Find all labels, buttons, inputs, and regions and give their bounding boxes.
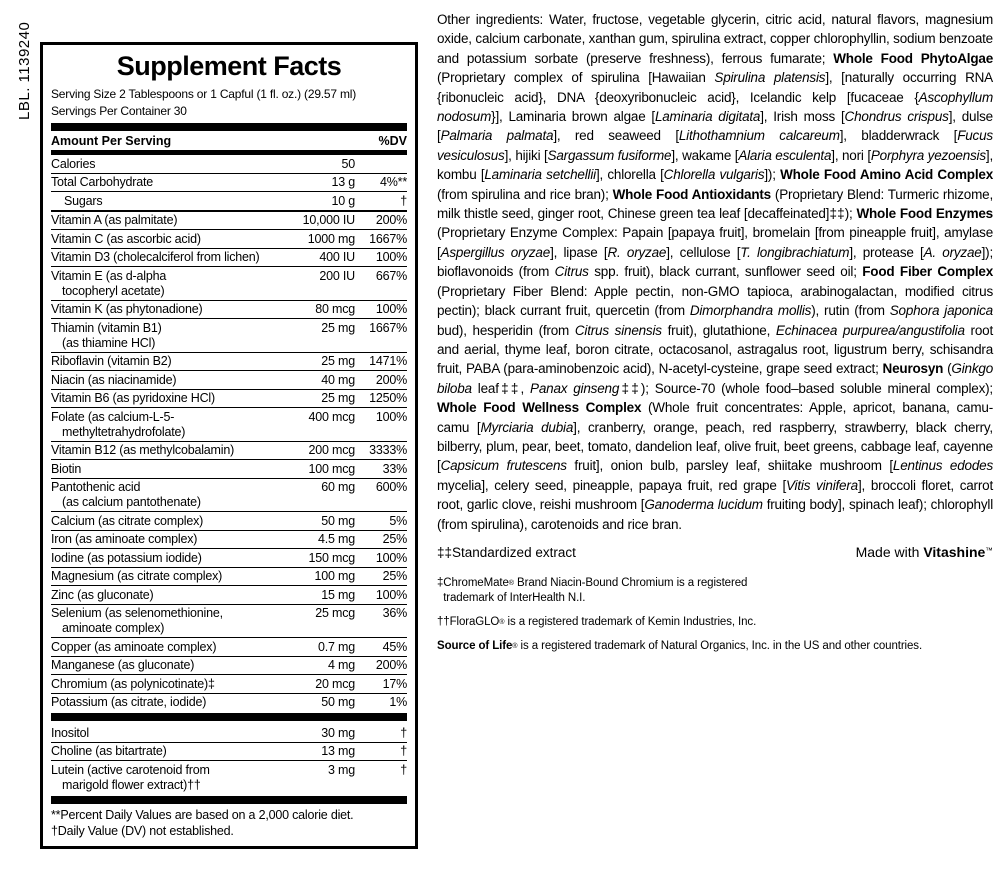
nutrient-dv: 200% [375,372,407,387]
nutrient-name: Riboflavin (vitamin B2) [51,354,172,368]
table-row [51,742,407,761]
nutrient-dv: 25% [382,569,407,583]
nutrient-name: Calcium (as citrate complex) [51,513,204,528]
nutrient-dv: 100% [375,250,407,264]
nutrient-dv: 200% [375,213,407,227]
nutrient-amount: 10 g [331,193,355,208]
table-row [51,352,407,371]
table-header [51,131,407,150]
table-row [51,637,407,656]
nutrient-amount: 3 mg [328,762,355,777]
nutrient-amount: 0.7 mg [317,639,355,654]
divider-bar [51,713,407,721]
nutrient-dv: † [400,725,407,740]
standardized-extract-note: ‡‡Standardized extract [437,544,576,560]
nutrient-name: Iron (as aminoate complex) [51,532,198,546]
nutrient-dv: 100% [375,302,407,316]
nutrient-table [51,155,407,794]
table-row [51,693,407,712]
nutrient-name: Copper (as aminoate complex) [51,639,217,654]
nutrient-amount: 150 mcg [308,550,355,565]
nutrient-amount: 1000 mg [307,231,355,246]
trademark-source-of-life: Source of Life® is a registered trademark of Natural Organics, Inc. in the US and other countries. [437,640,923,653]
nutrient-name: Calories [51,156,96,171]
nutrient-name: Vitamin B6 (as pyridoxine HCl) [51,391,215,405]
nutrient-name: Choline (as bitartrate) [51,744,167,758]
nutrient-name: Vitamin B12 (as methylcobalamin) [51,443,235,457]
nutrient-amount: 400 mcg [308,409,355,424]
nutrient-amount: 25 mg [321,391,355,405]
other-ingredients-paragraph: Other ingredients: Water, fructose, vegetable glycerin, citric acid, natural flavors, magnesium oxide, calcium carbonate, xanthan gum, spirulina extract, copper chlorophyllin, sodium benzoate and potassium sorbate (preserve freshness), ferrous fumarate; Whole Food PhytoAlgae (Proprietary complex of spirulina [Hawaiian Spirulina platensis], [naturally occurring RNA {ribonucleic acid}, DNA {deoxyribonucleic acid}, Icelandic kelp [fucaceae {Ascophyllum nodosum}], Laminaria brown algae [Laminaria digitata], Irish moss [Chondrus crispus], dulse [Palmaria palmata], red seaweed [Lithothamnium calcareum], bladderwrack [Fucus vesiculosus], hijiki [Sargassum fusiforme], wakame [Alaria esculenta], nori [Porphyra yezoensis], kombu [Laminaria setchellii], chlorella [Chlorella vulgaris]); Whole Food Amino Acid Complex (from spirulina and rice bran); Whole Food Antioxidants (Proprietary Blend: Turmeric rhizome, milk thistle seed, ginger root, Chinese green tea leaf [decaffeinated]‡‡); Whole Food Enzymes (Proprietary Enzyme Complex: Papain [papaya fruit], bromelain [from pineapple fruit], amylase [Aspergillus oryzae], lipase [R. oryzae], cellulose [T. longibrachiatum], protease [A. oryzae]); bioflavonoids (from Citrus spp. fruit), black currant, sunflower seed oil; Food Fiber Complex (Proprietary Fiber Blend: Apple pectin, non-GMO tapioca, arabinogalactan, modified citrus pectin); black currant fruit, quercetin (from Dimorphandra mollis), rutin (from Sophora japonica bud), hesperidin (from Citrus sinensis fruit), glutathione, Echinacea purpurea/angustifolia root and aerial, thyme leaf, boron citrate, octacosanol, astragalus root, ligustrum berry, schisandra fruit, PABA (para-aminobenzoic acid), N-acetyl-cysteine, grape seed extract; Neurosyn (Ginkgo biloba leaf‡‡, Panax ginseng‡‡); Source-70 (whole food–based soluble mineral complex); Whole Food Wellness Complex (Whole fruit concentrates: Apple, apricot, banana, camu-camu [Myrciaria dubia], cranberry, orange, peach, red raspberry, strawberry, black cherry, bilberry, plum, pear, beet, tomato, dandelion leaf, olive fruit, beet greens, cabbage leaf, cayenne [Capsicum frutescens fruit], onion bulb, parsley leaf, shiitake mushroom [Lentinus edodes mycelia], celery seed, pineapple, papaya fruit, red grape [Vitis vinifera], broccoli floret, carrot root, garlic clove, reishi mushroom [Ganoderma lucidum fruiting body], spinach leaf); chlorophyll (from spirulina), carotenoids and rice bran. [437,12,994,532]
table-row [51,441,407,460]
dv-header: %DV [378,134,407,148]
footnote-percent-dv: **Percent Daily Values are based on a 2,000 calorie diet. [51,807,354,822]
made-with-vitashine: Made with Vitashine™ [855,543,993,560]
nutrient-name: Vitamin D3 (cholecalciferol from lichen) [51,250,260,264]
table-row [51,318,407,352]
table-row [51,656,407,675]
table-row [51,389,407,408]
nutrient-dv: 45% [382,639,407,654]
table-row [51,604,407,638]
nutrient-amount: 13 mg [321,744,355,758]
table-row [51,478,407,512]
table-row [51,724,407,742]
nutrient-name: Zinc (as gluconate) [51,587,154,602]
nutrient-dv: 1% [389,695,407,709]
nutrient-name: Potassium (as citrate, iodide) [51,695,207,709]
table-row [51,266,407,300]
table-row [51,567,407,586]
nutrient-name: Biotin [51,461,82,476]
nutrient-amount: 50 mg [321,513,355,528]
nutrient-amount: 20 mcg [315,676,355,691]
nutrient-amount: 80 mcg [315,302,355,316]
nutrient-dv: 100% [375,587,407,602]
nutrient-name: Inositol [51,725,90,740]
amount-per-serving-header: Amount Per Serving [51,134,172,148]
nutrient-dv: † [400,762,407,777]
nutrient-dv: 5% [389,513,407,528]
nutrient-amount: 100 mg [314,569,355,583]
nutrient-dv: 33% [382,461,407,476]
nutrient-dv: 25% [382,532,407,546]
nutrient-name: Vitamin K (as phytonadione) [51,302,203,316]
nutrient-name: Total Carbohydrate [51,175,154,189]
label-id: LBL. 1139240 [16,21,33,120]
nutrient-amount: 25 mcg [315,606,355,620]
table-row [51,300,407,319]
nutrient-dv: 17% [382,676,407,691]
panel-title: Supplement Facts [116,51,342,81]
table-row [51,248,407,267]
nutrient-name: Sugars [64,193,103,208]
nutrient-dv: 100% [375,409,407,424]
nutrient-amount: 25 mg [321,320,355,335]
nutrient-dv: 1667% [369,231,407,246]
nutrient-name: Manganese (as gluconate) [51,658,195,672]
nutrient-name: Vitamin C (as ascorbic acid) [51,231,201,246]
nutrient-name: Selenium (as selenomethionine, aminoate complex) [51,606,223,635]
nutrient-amount: 15 mg [321,587,355,602]
nutrient-dv: 3333% [369,443,407,457]
nutrient-amount: 50 mg [321,695,355,709]
nutrient-name: Chromium (as polynicotinate)‡ [51,676,215,691]
table-row [51,173,407,192]
nutrient-name: Niacin (as niacinamide) [51,372,177,387]
nutrient-name: Vitamin A (as palmitate) [51,213,178,227]
nutrient-dv: 1250% [369,391,407,405]
nutrient-name: Iodine (as potassium iodide) [51,550,202,565]
table-row [51,530,407,549]
nutrient-dv: 1667% [369,320,407,335]
nutrient-dv: 200% [375,658,407,672]
nutrient-amount: 50 [341,156,355,171]
nutrient-dv: 4%** [380,175,407,189]
table-row [51,585,407,604]
nutrient-amount: 4 mg [328,658,355,672]
nutrient-amount: 10,000 IU [302,213,355,227]
nutrient-amount: 13 g [331,175,355,189]
trademark-floraglo: ††FloraGLO® is a registered trademark of Kemin Industries, Inc. [437,616,757,629]
divider-bar [51,123,407,131]
table-row [51,155,407,173]
other-ingredients-column [437,10,993,663]
table-row [51,548,407,567]
nutrient-name: Pantothenic acid (as calcium pantothenate) [51,480,201,509]
nutrient-dv: 36% [382,606,407,620]
standardized-row [437,544,993,560]
trademark-chromemate: ‡ChromeMate® Brand Niacin-Bound Chromium is a registered trademark of InterHealth N.I. [437,577,748,605]
supplement-facts-panel [40,42,418,849]
nutrient-name: Vitamin E (as d-alpha tocopheryl acetate) [51,268,167,298]
nutrient-amount: 400 IU [319,250,355,264]
nutrient-amount: 60 mg [321,480,355,494]
table-row [51,210,407,230]
servings-per-container: Servings Per Container 30 [51,103,187,118]
nutrient-amount: 100 mcg [308,461,355,476]
table-row [51,191,407,210]
nutrient-amount: 200 mcg [308,443,355,457]
divider-bar [51,796,407,804]
table-row [51,407,407,441]
serving-size: Serving Size 2 Tablespoons or 1 Capful (1 fl. oz.) (29.57 ml) [51,87,357,101]
table-row [51,370,407,389]
nutrient-dv: 600% [375,480,407,494]
table-row [51,229,407,248]
nutrient-dv: 1471% [369,354,407,368]
footnote-dagger: †Daily Value (DV) not established. [51,824,234,838]
nutrient-name: Thiamin (vitamin B1) (as thiamine HCl) [51,320,162,350]
nutrient-amount: 30 mg [321,725,355,740]
nutrient-amount: 25 mg [321,354,355,368]
nutrient-dv: † [400,193,407,208]
table-row [51,760,407,794]
nutrient-dv: 100% [375,550,407,565]
nutrient-name: Folate (as calcium-L-5- methyltetrahydrofolate) [51,409,186,439]
nutrient-dv: † [400,744,407,758]
table-row [51,459,407,478]
table-row [51,511,407,530]
nutrient-dv: 667% [375,268,407,283]
nutrient-name: Lutein (active carotenoid from marigold flower extract)†† [51,762,210,792]
nutrient-name: Magnesium (as citrate complex) [51,569,223,583]
nutrient-amount: 4.5 mg [317,532,355,546]
nutrient-amount: 40 mg [321,372,355,387]
table-row [51,674,407,693]
nutrient-amount: 200 IU [319,268,355,283]
